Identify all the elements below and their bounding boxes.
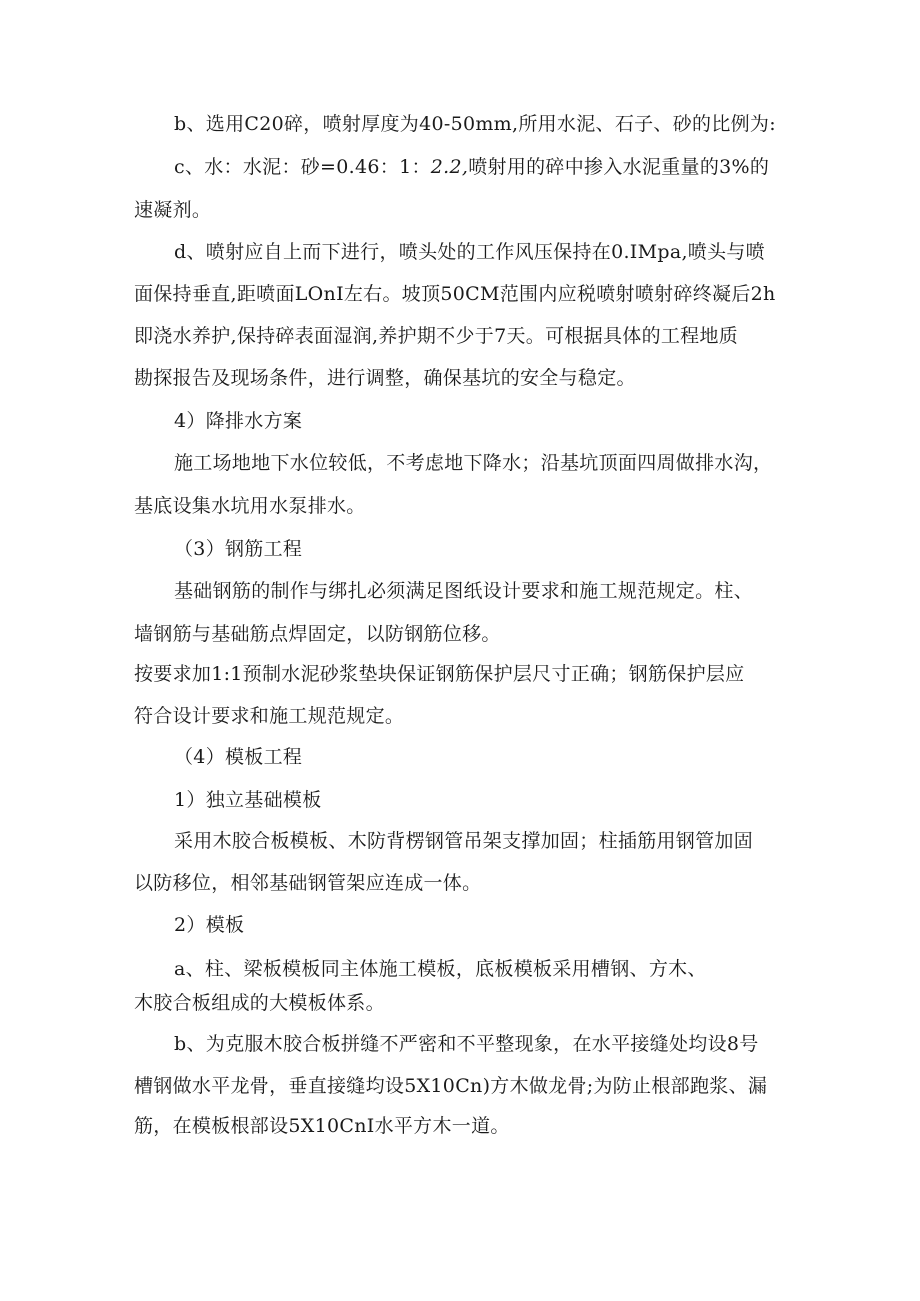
- text-line: 符合设计要求和施工规范规定。: [134, 705, 405, 727]
- italic-ratio-value: 2.2,: [430, 156, 469, 178]
- text-line: 速凝剂。: [134, 199, 212, 221]
- section-heading: 4）降排水方案: [174, 410, 303, 432]
- text-line: 木胶合板组成的大模板体系。: [134, 992, 385, 1014]
- text-line: 施工场地地下水位较低，不考虑地下降水；沿基坑顶面四周做排水沟，: [174, 452, 773, 474]
- text-span: 喷射用的碎中掺入水泥重量的3%的: [468, 156, 770, 178]
- text-line: 面保持垂直,距喷面LOnI左右。坡顶50CM范围内应税喷射喷射碎终凝后2h: [134, 283, 776, 305]
- text-line: 即浇水养护,保持碎表面湿润,养护期不少于7天。可根据具体的工程地质: [134, 325, 739, 347]
- section-heading: （3）钢筋工程: [174, 538, 303, 560]
- text-line: 按要求加1:1预制水泥砂浆垫块保证钢筋保护层尺寸正确；钢筋保护层应: [134, 663, 745, 685]
- text-line: b、选用C20碎，喷射厚度为40-50mm,所用水泥、石子、砂的比例为:: [174, 113, 776, 135]
- text-line: d、喷射应自上而下进行，喷头处的工作风压保持在0.IMpa,喷头与喷: [174, 241, 765, 263]
- section-heading: （4）模板工程: [174, 746, 303, 768]
- text-line: 基础钢筋的制作与绑扎必须满足图纸设计要求和施工规范规定。柱、: [174, 580, 754, 602]
- text-line: 槽钢做水平龙骨，垂直接缝均设5X10Cn)方木做龙骨;为防止根部跑浆、漏: [134, 1075, 768, 1097]
- text-line: 墙钢筋与基础筋点焊固定，以防钢筋位移。: [134, 623, 501, 645]
- section-heading: 1）独立基础模板: [174, 789, 322, 811]
- section-heading: 2）模板: [174, 914, 245, 936]
- text-line: a、柱、梁板模板同主体施工模板，底板模板采用槽钢、方木、: [174, 958, 707, 980]
- text-line: b、为克服木胶合板拼缝不严密和不平整现象，在水平接缝处均设8号: [174, 1033, 759, 1055]
- text-line: 勘探报告及现场条件，进行调整，确保基坑的安全与稳定。: [134, 367, 636, 389]
- text-line: 采用木胶合板模板、木防背楞钢管吊架支撑加固；柱插筋用钢管加固: [174, 830, 754, 852]
- text-line: [174, 155, 769, 179]
- text-line: 筋，在模板根部设5X10CnI水平方木一道。: [134, 1115, 510, 1137]
- text-line: 以防移位，相邻基础钢管架应连成一体。: [134, 872, 482, 894]
- text-line: 基底设集水坑用水泵排水。: [134, 495, 366, 517]
- text-span: c、水：水泥：砂=0.46：1：: [174, 156, 431, 178]
